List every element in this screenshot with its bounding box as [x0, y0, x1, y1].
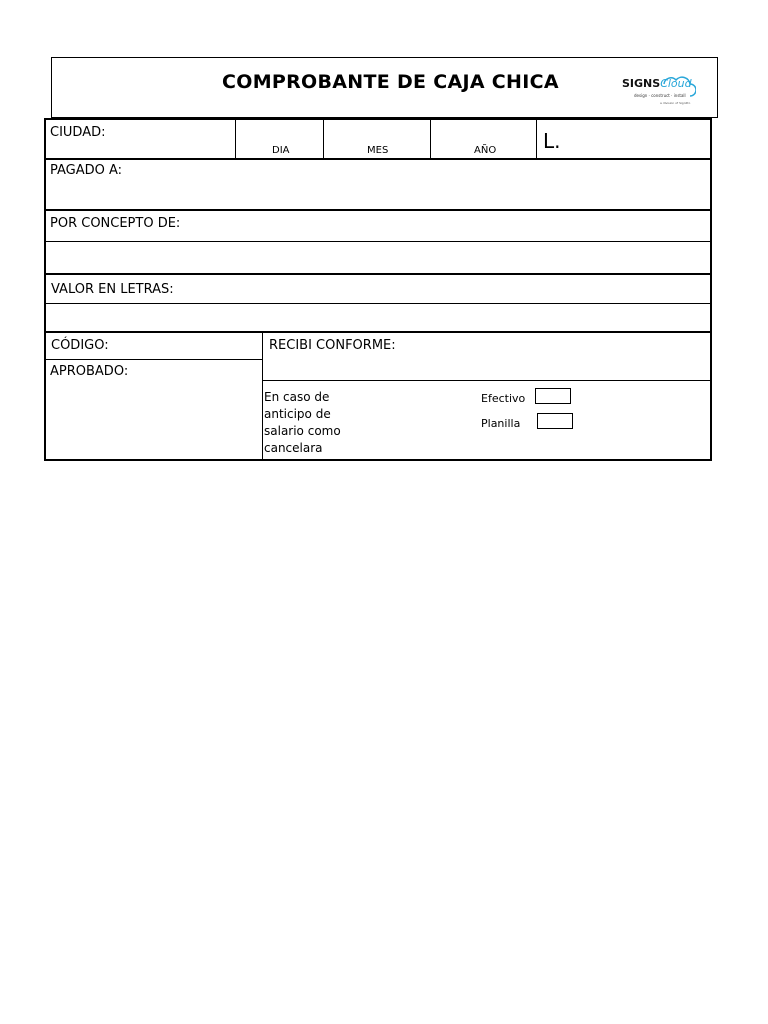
valor-label: VALOR EN LETRAS:	[51, 282, 174, 297]
divider	[44, 158, 712, 160]
divider	[536, 118, 537, 159]
concepto-label: POR CONCEPTO DE:	[50, 216, 181, 231]
planilla-label: Planilla	[481, 417, 521, 430]
logo-subtagline: a division of SignPro	[660, 101, 691, 105]
divider	[44, 209, 712, 211]
company-logo	[620, 64, 696, 114]
anticipo-line: salario como	[264, 424, 341, 438]
divider	[235, 118, 236, 159]
anticipo-line: cancelara	[264, 441, 323, 455]
divider	[44, 359, 263, 360]
recibi-label: RECIBI CONFORME:	[269, 338, 396, 353]
divider	[44, 273, 712, 275]
anticipo-line: anticipo de	[264, 407, 331, 421]
codigo-label: CÓDIGO:	[51, 338, 109, 353]
efectivo-checkbox[interactable]	[535, 388, 571, 404]
efectivo-label: Efectivo	[481, 392, 526, 405]
divider	[44, 303, 712, 304]
aprobado-label: APROBADO:	[50, 364, 129, 379]
divider	[262, 333, 263, 460]
anticipo-text	[264, 389, 341, 457]
divider	[262, 380, 712, 381]
ciudad-label: CIUDAD:	[50, 125, 106, 140]
divider	[44, 331, 712, 333]
currency-label: L.	[543, 129, 561, 153]
divider	[323, 118, 324, 159]
logo-brand-light: Cloud	[660, 77, 692, 90]
logo-brand-dark: SIGNS	[622, 77, 661, 90]
anio-label: AÑO	[474, 145, 497, 156]
dia-label: DIA	[272, 145, 290, 156]
pagado-label: PAGADO A:	[50, 163, 123, 178]
anticipo-line: En caso de	[264, 390, 330, 404]
divider	[44, 241, 712, 242]
logo-tagline: design · construct · install	[634, 93, 686, 98]
planilla-checkbox[interactable]	[537, 413, 573, 429]
divider	[430, 118, 431, 159]
form-title: COMPROBANTE DE CAJA CHICA	[222, 71, 559, 93]
mes-label: MES	[367, 145, 389, 156]
